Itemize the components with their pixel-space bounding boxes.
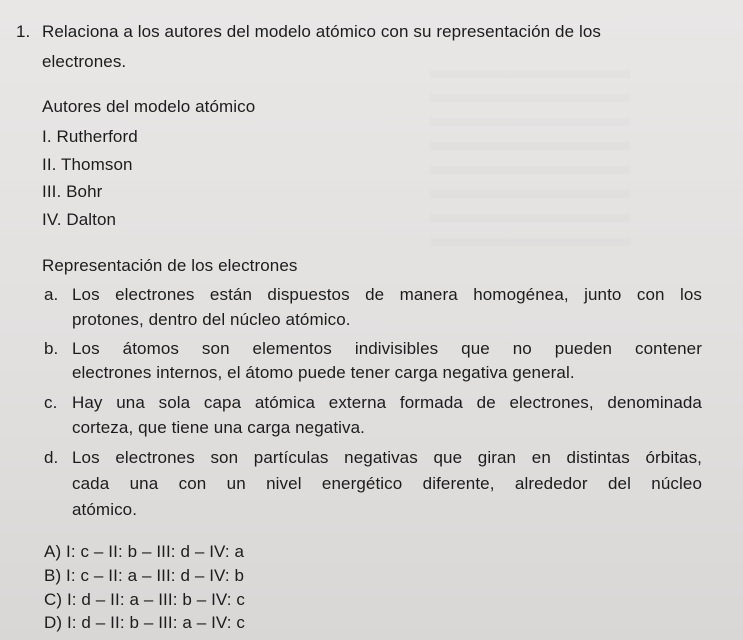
question-number: 1. [16, 22, 31, 41]
representation-letter-a: a. [44, 285, 59, 304]
answer-option-c: C) I: d – II: a – III: b – IV: c [44, 590, 245, 609]
representation-d-line-3: atómico. [72, 500, 138, 519]
author-item-rutherford: I. Rutherford [42, 127, 138, 146]
representation-letter-c: c. [44, 393, 58, 412]
representation-d-line-1: Los electrones son partículas negativas que giran en distintas órbitas, [72, 448, 702, 467]
question-text-line-1: Relaciona a los autores del modelo atómico con su representación de los [42, 22, 601, 41]
representation-a-line-2: protones, dentro del núcleo atómico. [72, 310, 351, 329]
representation-a-line-1: Los electrones están dispuestos de manera homogénea, junto con los [72, 285, 702, 304]
representation-letter-d: d. [44, 448, 59, 467]
representations-heading: Representación de los electrones [42, 256, 298, 275]
representation-b-line-2: electrones internos, el átomo puede tener carga negativa general. [72, 363, 575, 382]
representation-b-line-1: Los átomos son elementos indivisibles que no pueden contener [72, 339, 702, 358]
representation-c-line-2: corteza, que tiene una carga negativa. [72, 418, 365, 437]
answer-option-a: A) I: c – II: b – III: d – IV: a [44, 542, 245, 561]
representation-d-line-2: cada una con un nivel energético diferente, alrededor del núcleo [72, 474, 702, 493]
answer-option-d: D) I: d – II: b – III: a – IV: c [44, 613, 245, 632]
question-text-line-2: electrones. [42, 52, 127, 71]
show-through-texture [430, 70, 630, 260]
representation-letter-b: b. [44, 339, 59, 358]
authors-heading: Autores del modelo atómico [42, 97, 256, 116]
representation-c-line-1: Hay una sola capa atómica externa formada de electrones, denominada [72, 393, 702, 412]
author-item-bohr: III. Bohr [42, 182, 103, 201]
author-item-thomson: II. Thomson [42, 155, 133, 174]
author-item-dalton: IV. Dalton [42, 210, 117, 229]
answer-option-b: B) I: c – II: a – III: d – IV: b [44, 566, 245, 585]
